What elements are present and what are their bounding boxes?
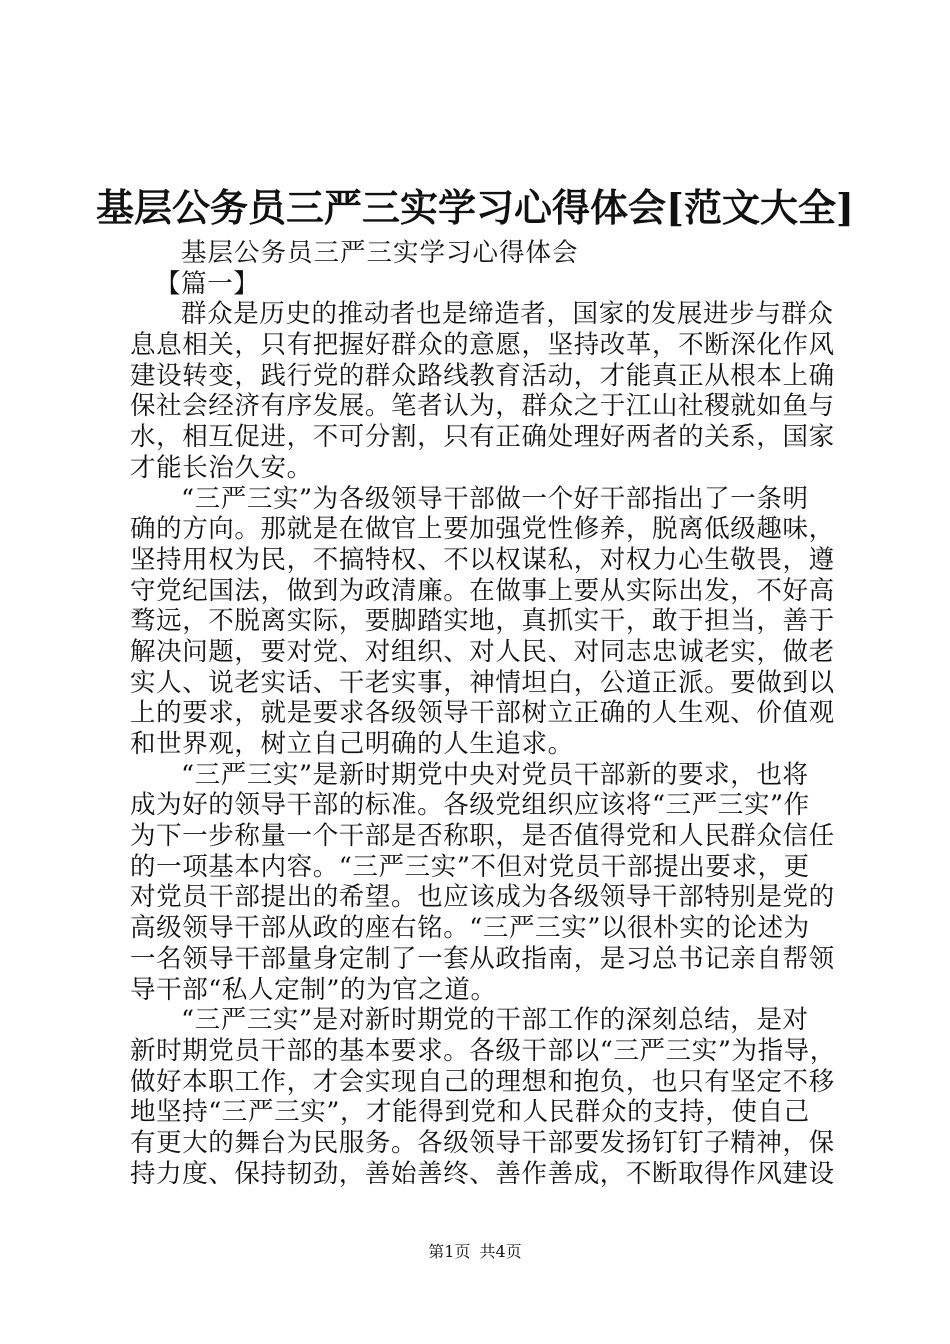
body-line: 守党纪国法，做到为政清廉。在做事上要从实际出发，不好高 [130,575,835,606]
body-line: “三严三实”为各级领导干部做一个好干部指出了一条明 [181,483,809,514]
body-line: 和世界观，树立自己明确的人生追求。 [130,729,574,759]
body-line: 息息相关，只有把握好群众的意愿，坚持改革，不断深化作风 [130,330,835,361]
body-line: 建设转变，践行党的群众路线教育活动，才能真正从根本上确 [130,360,835,391]
body-line: 地坚持“三严三实”，才能得到党和人民群众的支持，使自己 [130,1097,810,1128]
body-line: 群众是历史的推动者也是缔造者，国家的发展进步与群众 [181,299,834,330]
body-line: 导干部“私人定制”的为官之道。 [130,974,497,1005]
body-line: 才能长治久安。 [130,452,313,483]
body-line: “三严三实”是新时期党中央对党员干部新的要求，也将 [181,759,809,790]
body-line: 上的要求，就是要求各级领导干部树立正确的人生观、价值观 [130,698,835,729]
body-line: 对党员干部提出的希望。也应该成为各级领导干部特别是党的 [130,882,835,913]
body-line: 一名领导干部量身定制了一套从政指南，是习总书记亲自帮领 [130,943,835,974]
section-heading: 【篇一】 [155,268,260,299]
page-footer [0,1241,950,1263]
body-line: 水，相互促进，不可分割，只有正确处理好两者的关系，国家 [130,422,835,453]
body-line: 确的方向。那就是在做官上要加强党性修养，脱离低级趣味， [130,514,835,545]
body-line: 做好本职工作，才会实现自己的理想和抱负，也只有坚定不移 [130,1066,835,1097]
document-body [130,238,836,1189]
document-subtitle: 基层公务员三严三实学习心得体会 [181,238,579,268]
body-line: “三严三实”是对新时期党的干部工作的深刻总结，是对 [181,1005,809,1036]
body-line: 持力度、保持韧劲，善始善终、善作善成，不断取得作风建设 [130,1158,835,1189]
body-line: 保社会经济有序发展。笔者认为，群众之于江山社稷就如鱼与 [130,391,835,422]
body-line: 成为好的领导干部的标准。各级党组织应该将“三严三实”作 [130,790,810,821]
body-line: 高级领导干部从政的座右铭。“三严三实”以很朴实的论述为 [130,913,810,944]
body-line: 的一项基本内容。“三严三实”不但对党员干部提出要求，更 [130,851,810,882]
body-line: 实人、说老实话、干老实事，神情坦白，公道正派。要做到以 [130,667,835,698]
page-total: 共4页 [479,1242,522,1261]
body-line: 新时期党员干部的基本要求。各级干部以“三严三实”为指导， [130,1035,836,1066]
body-line: 有更大的舞台为民服务。各级领导干部要发扬钉钉子精神，保 [130,1127,835,1158]
document-title: 基层公务员三严三实学习心得体会[范文大全] [96,185,854,230]
body-line: 解决问题，要对党、对组织、对人民、对同志忠诚老实，做老 [130,636,835,667]
body-line: 为下一步称量一个干部是否称职，是否值得党和人民群众信任 [130,821,835,852]
page-number: 第1页 [428,1242,471,1261]
body-line: 坚持用权为民，不搞特权、不以权谋私，对权力心生敬畏，遵 [130,544,835,575]
body-line: 骛远，不脱离实际，要脚踏实地，真抓实干，敢于担当，善于 [130,606,835,637]
